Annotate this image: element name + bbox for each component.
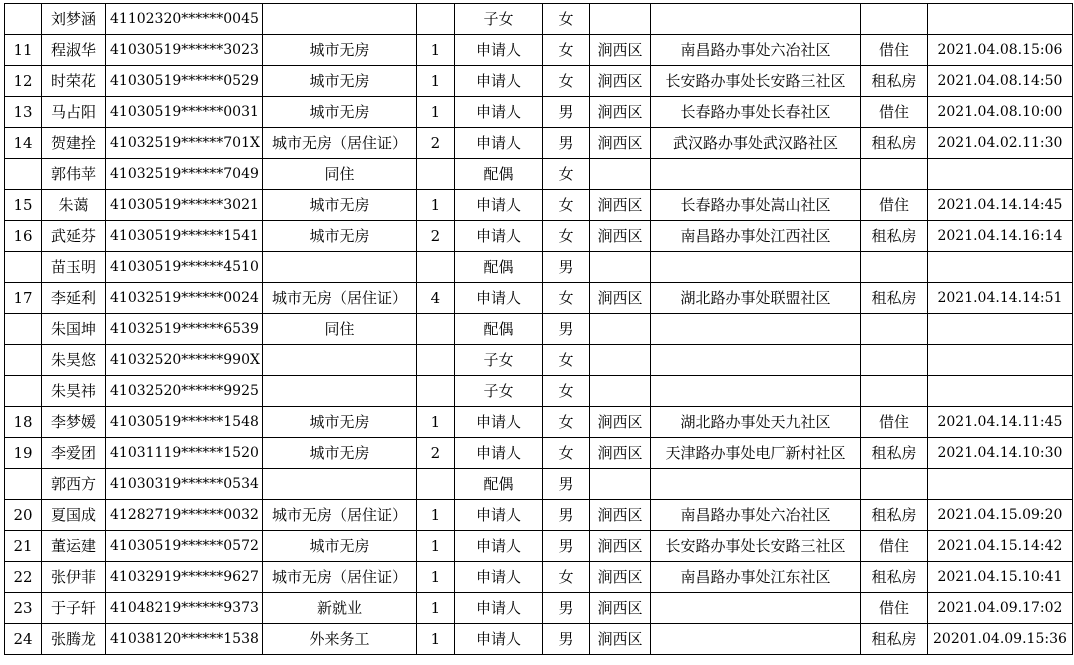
name-cell: 朱昊悠 [42, 345, 106, 376]
row-number-cell: 22 [5, 562, 42, 593]
apply-time-cell [927, 345, 1072, 376]
id-number-cell: 41038120******1538 [106, 624, 263, 655]
household-size-cell [416, 4, 454, 35]
district-cell: 涧西区 [589, 438, 650, 469]
category-cell [262, 469, 416, 500]
district-cell [589, 469, 650, 500]
household-size-cell: 1 [416, 66, 454, 97]
district-cell: 涧西区 [589, 97, 650, 128]
row-number-cell [5, 252, 42, 283]
category-cell: 城市无房 [262, 66, 416, 97]
community-cell: 湖北路办事处联盟社区 [650, 283, 860, 314]
id-number-cell: 41030519******3023 [106, 35, 263, 66]
apply-time-cell [927, 376, 1072, 407]
gender-cell: 女 [542, 35, 589, 66]
table-row [5, 128, 1073, 159]
community-cell: 天津路办事处电厂新村社区 [650, 438, 860, 469]
id-number-cell: 41030519******1548 [106, 407, 263, 438]
relation-cell: 申请人 [454, 500, 542, 531]
household-size-cell: 1 [416, 407, 454, 438]
name-cell: 程淑华 [42, 35, 106, 66]
housing-status-cell: 租私房 [860, 562, 927, 593]
housing-status-cell: 借住 [860, 593, 927, 624]
housing-status-cell [860, 345, 927, 376]
district-cell: 涧西区 [589, 66, 650, 97]
community-cell [650, 624, 860, 655]
category-cell: 同住 [262, 314, 416, 345]
apply-time-cell: 2021.04.09.17:02 [927, 593, 1072, 624]
apply-time-cell: 2021.04.14.10:30 [927, 438, 1072, 469]
apply-time-cell [927, 159, 1072, 190]
name-cell: 李延利 [42, 283, 106, 314]
district-cell: 涧西区 [589, 35, 650, 66]
apply-time-cell: 2021.04.15.10:41 [927, 562, 1072, 593]
district-cell: 涧西区 [589, 624, 650, 655]
table-row [5, 562, 1073, 593]
gender-cell: 女 [542, 345, 589, 376]
row-number-cell [5, 159, 42, 190]
gender-cell: 女 [542, 438, 589, 469]
district-cell: 涧西区 [589, 283, 650, 314]
housing-status-cell [860, 469, 927, 500]
gender-cell: 女 [542, 221, 589, 252]
housing-status-cell: 借住 [860, 97, 927, 128]
community-cell: 南昌路办事处江东社区 [650, 562, 860, 593]
housing-status-cell: 租私房 [860, 66, 927, 97]
row-number-cell [5, 314, 42, 345]
community-cell: 长春路办事处嵩山社区 [650, 190, 860, 221]
row-number-cell [5, 469, 42, 500]
apply-time-cell: 2021.04.14.14:45 [927, 190, 1072, 221]
relation-cell: 配偶 [454, 469, 542, 500]
category-cell: 城市无房（居住证） [262, 283, 416, 314]
id-number-cell: 41032919******9627 [106, 562, 263, 593]
row-number-cell: 11 [5, 35, 42, 66]
category-cell [262, 376, 416, 407]
district-cell [589, 252, 650, 283]
community-cell: 长安路办事处长安路三社区 [650, 66, 860, 97]
name-cell: 郭伟苹 [42, 159, 106, 190]
apply-time-cell: 2021.04.14.11:45 [927, 407, 1072, 438]
household-size-cell: 1 [416, 97, 454, 128]
table-row [5, 407, 1073, 438]
relation-cell: 子女 [454, 345, 542, 376]
table-row [5, 345, 1073, 376]
community-cell: 长安路办事处长安路三社区 [650, 531, 860, 562]
relation-cell: 申请人 [454, 283, 542, 314]
gender-cell: 女 [542, 376, 589, 407]
table-row [5, 159, 1073, 190]
housing-status-cell: 租私房 [860, 221, 927, 252]
gender-cell: 男 [542, 252, 589, 283]
district-cell [589, 4, 650, 35]
district-cell [589, 345, 650, 376]
housing-status-cell: 借住 [860, 407, 927, 438]
relation-cell: 子女 [454, 4, 542, 35]
housing-status-cell [860, 4, 927, 35]
id-number-cell: 41032519******0024 [106, 283, 263, 314]
community-cell: 南昌路办事处江西社区 [650, 221, 860, 252]
id-number-cell: 41030319******0534 [106, 469, 263, 500]
housing-status-cell: 租私房 [860, 624, 927, 655]
name-cell: 武延芬 [42, 221, 106, 252]
category-cell [262, 4, 416, 35]
id-number-cell: 41032519******7049 [106, 159, 263, 190]
gender-cell: 男 [542, 593, 589, 624]
name-cell: 张腾龙 [42, 624, 106, 655]
relation-cell: 申请人 [454, 190, 542, 221]
household-size-cell: 1 [416, 593, 454, 624]
household-size-cell: 2 [416, 438, 454, 469]
name-cell: 董运建 [42, 531, 106, 562]
id-number-cell: 41048219******9373 [106, 593, 263, 624]
name-cell: 郭西方 [42, 469, 106, 500]
id-number-cell: 41030519******0572 [106, 531, 263, 562]
name-cell: 李爱团 [42, 438, 106, 469]
id-number-cell: 41030519******0031 [106, 97, 263, 128]
id-number-cell: 41032520******9925 [106, 376, 263, 407]
name-cell: 时荣花 [42, 66, 106, 97]
table-row [5, 593, 1073, 624]
district-cell [589, 376, 650, 407]
row-number-cell: 12 [5, 66, 42, 97]
apply-time-cell [927, 252, 1072, 283]
household-size-cell: 1 [416, 562, 454, 593]
gender-cell: 男 [542, 314, 589, 345]
name-cell: 马占阳 [42, 97, 106, 128]
row-number-cell: 19 [5, 438, 42, 469]
household-size-cell: 1 [416, 531, 454, 562]
name-cell: 苗玉明 [42, 252, 106, 283]
community-cell: 长春路办事处长春社区 [650, 97, 860, 128]
category-cell: 城市无房 [262, 438, 416, 469]
row-number-cell: 21 [5, 531, 42, 562]
relation-cell: 申请人 [454, 624, 542, 655]
apply-time-cell [927, 4, 1072, 35]
table-row [5, 190, 1073, 221]
housing-status-cell: 租私房 [860, 500, 927, 531]
row-number-cell: 15 [5, 190, 42, 221]
household-size-cell: 1 [416, 500, 454, 531]
apply-time-cell: 2021.04.15.14:42 [927, 531, 1072, 562]
gender-cell: 男 [542, 469, 589, 500]
household-size-cell: 2 [416, 128, 454, 159]
row-number-cell: 23 [5, 593, 42, 624]
category-cell: 同住 [262, 159, 416, 190]
community-cell: 武汉路办事处武汉路社区 [650, 128, 860, 159]
category-cell [262, 252, 416, 283]
table-row [5, 221, 1073, 252]
apply-time-cell: 2021.04.08.14:50 [927, 66, 1072, 97]
row-number-cell [5, 345, 42, 376]
district-cell: 涧西区 [589, 407, 650, 438]
apply-time-cell: 2021.04.14.14:51 [927, 283, 1072, 314]
gender-cell: 女 [542, 562, 589, 593]
community-cell: 湖北路办事处天九社区 [650, 407, 860, 438]
relation-cell: 申请人 [454, 407, 542, 438]
id-number-cell: 41102320******0045 [106, 4, 263, 35]
table-row [5, 35, 1073, 66]
table-row [5, 4, 1073, 35]
relation-cell: 申请人 [454, 35, 542, 66]
table-row [5, 469, 1073, 500]
table-row [5, 624, 1073, 655]
district-cell [589, 314, 650, 345]
table-row [5, 97, 1073, 128]
category-cell: 城市无房 [262, 35, 416, 66]
housing-status-cell [860, 159, 927, 190]
district-cell: 涧西区 [589, 531, 650, 562]
id-number-cell: 41032520******990X [106, 345, 263, 376]
row-number-cell: 17 [5, 283, 42, 314]
relation-cell: 申请人 [454, 438, 542, 469]
housing-status-cell [860, 376, 927, 407]
housing-status-cell: 租私房 [860, 128, 927, 159]
category-cell: 城市无房（居住证） [262, 500, 416, 531]
table-row [5, 283, 1073, 314]
household-size-cell [416, 159, 454, 190]
community-cell [650, 159, 860, 190]
id-number-cell: 41030519******3021 [106, 190, 263, 221]
housing-status-cell: 租私房 [860, 438, 927, 469]
housing-status-cell: 租私房 [860, 283, 927, 314]
relation-cell: 申请人 [454, 221, 542, 252]
housing-status-cell: 借住 [860, 190, 927, 221]
table-row [5, 314, 1073, 345]
applicant-table [4, 3, 1073, 655]
row-number-cell: 18 [5, 407, 42, 438]
category-cell: 城市无房 [262, 531, 416, 562]
gender-cell: 女 [542, 4, 589, 35]
household-size-cell [416, 376, 454, 407]
community-cell [650, 593, 860, 624]
district-cell: 涧西区 [589, 593, 650, 624]
id-number-cell: 41030519******0529 [106, 66, 263, 97]
gender-cell: 男 [542, 97, 589, 128]
row-number-cell: 16 [5, 221, 42, 252]
table-row [5, 376, 1073, 407]
apply-time-cell: 2021.04.08.10:00 [927, 97, 1072, 128]
category-cell: 城市无房 [262, 97, 416, 128]
table-row [5, 531, 1073, 562]
name-cell: 贺建拴 [42, 128, 106, 159]
category-cell: 城市无房（居住证） [262, 128, 416, 159]
row-number-cell: 13 [5, 97, 42, 128]
apply-time-cell: 2021.04.08.15:06 [927, 35, 1072, 66]
id-number-cell: 41032519******701X [106, 128, 263, 159]
community-cell: 南昌路办事处六冶社区 [650, 35, 860, 66]
relation-cell: 申请人 [454, 97, 542, 128]
id-number-cell: 41030519******4510 [106, 252, 263, 283]
gender-cell: 男 [542, 624, 589, 655]
apply-time-cell: 2021.04.02.11:30 [927, 128, 1072, 159]
gender-cell: 女 [542, 283, 589, 314]
gender-cell: 女 [542, 407, 589, 438]
district-cell: 涧西区 [589, 500, 650, 531]
id-number-cell: 41030519******1541 [106, 221, 263, 252]
relation-cell: 子女 [454, 376, 542, 407]
table-row [5, 500, 1073, 531]
relation-cell: 配偶 [454, 252, 542, 283]
relation-cell: 配偶 [454, 159, 542, 190]
row-number-cell: 14 [5, 128, 42, 159]
community-cell [650, 4, 860, 35]
category-cell: 城市无房 [262, 407, 416, 438]
district-cell: 涧西区 [589, 562, 650, 593]
relation-cell: 申请人 [454, 531, 542, 562]
name-cell: 朱国坤 [42, 314, 106, 345]
table-row [5, 438, 1073, 469]
district-cell [589, 159, 650, 190]
name-cell: 张伊菲 [42, 562, 106, 593]
id-number-cell: 41032519******6539 [106, 314, 263, 345]
name-cell: 朱蔼 [42, 190, 106, 221]
household-size-cell [416, 252, 454, 283]
household-size-cell: 1 [416, 190, 454, 221]
community-cell [650, 376, 860, 407]
row-number-cell: 24 [5, 624, 42, 655]
household-size-cell [416, 345, 454, 376]
housing-status-cell: 借住 [860, 531, 927, 562]
category-cell: 城市无房（居住证） [262, 562, 416, 593]
household-size-cell: 4 [416, 283, 454, 314]
gender-cell: 女 [542, 159, 589, 190]
relation-cell: 申请人 [454, 66, 542, 97]
gender-cell: 男 [542, 531, 589, 562]
relation-cell: 申请人 [454, 562, 542, 593]
name-cell: 夏国成 [42, 500, 106, 531]
category-cell: 城市无房 [262, 221, 416, 252]
district-cell: 涧西区 [589, 190, 650, 221]
housing-status-cell [860, 314, 927, 345]
apply-time-cell [927, 469, 1072, 500]
apply-time-cell: 2021.04.15.09:20 [927, 500, 1072, 531]
relation-cell: 申请人 [454, 593, 542, 624]
community-cell [650, 314, 860, 345]
gender-cell: 女 [542, 66, 589, 97]
category-cell [262, 345, 416, 376]
id-number-cell: 41282719******0032 [106, 500, 263, 531]
community-cell [650, 469, 860, 500]
apply-time-cell [927, 314, 1072, 345]
community-cell: 南昌路办事处六冶社区 [650, 500, 860, 531]
district-cell: 涧西区 [589, 128, 650, 159]
name-cell: 朱昊祎 [42, 376, 106, 407]
gender-cell: 男 [542, 500, 589, 531]
community-cell [650, 345, 860, 376]
community-cell [650, 252, 860, 283]
relation-cell: 申请人 [454, 128, 542, 159]
housing-status-cell [860, 252, 927, 283]
apply-time-cell: 20201.04.09.15:36 [927, 624, 1072, 655]
id-number-cell: 41031119******1520 [106, 438, 263, 469]
category-cell: 新就业 [262, 593, 416, 624]
household-size-cell: 2 [416, 221, 454, 252]
gender-cell: 男 [542, 128, 589, 159]
row-number-cell [5, 4, 42, 35]
name-cell: 刘梦涵 [42, 4, 106, 35]
row-number-cell [5, 376, 42, 407]
row-number-cell: 20 [5, 500, 42, 531]
category-cell: 城市无房 [262, 190, 416, 221]
household-size-cell: 1 [416, 624, 454, 655]
category-cell: 外来务工 [262, 624, 416, 655]
household-size-cell [416, 469, 454, 500]
table-row [5, 66, 1073, 97]
household-size-cell [416, 314, 454, 345]
household-size-cell: 1 [416, 35, 454, 66]
relation-cell: 配偶 [454, 314, 542, 345]
gender-cell: 女 [542, 190, 589, 221]
name-cell: 于子轩 [42, 593, 106, 624]
district-cell: 涧西区 [589, 221, 650, 252]
name-cell: 李梦媛 [42, 407, 106, 438]
apply-time-cell: 2021.04.14.16:14 [927, 221, 1072, 252]
housing-status-cell: 借住 [860, 35, 927, 66]
table-row [5, 252, 1073, 283]
